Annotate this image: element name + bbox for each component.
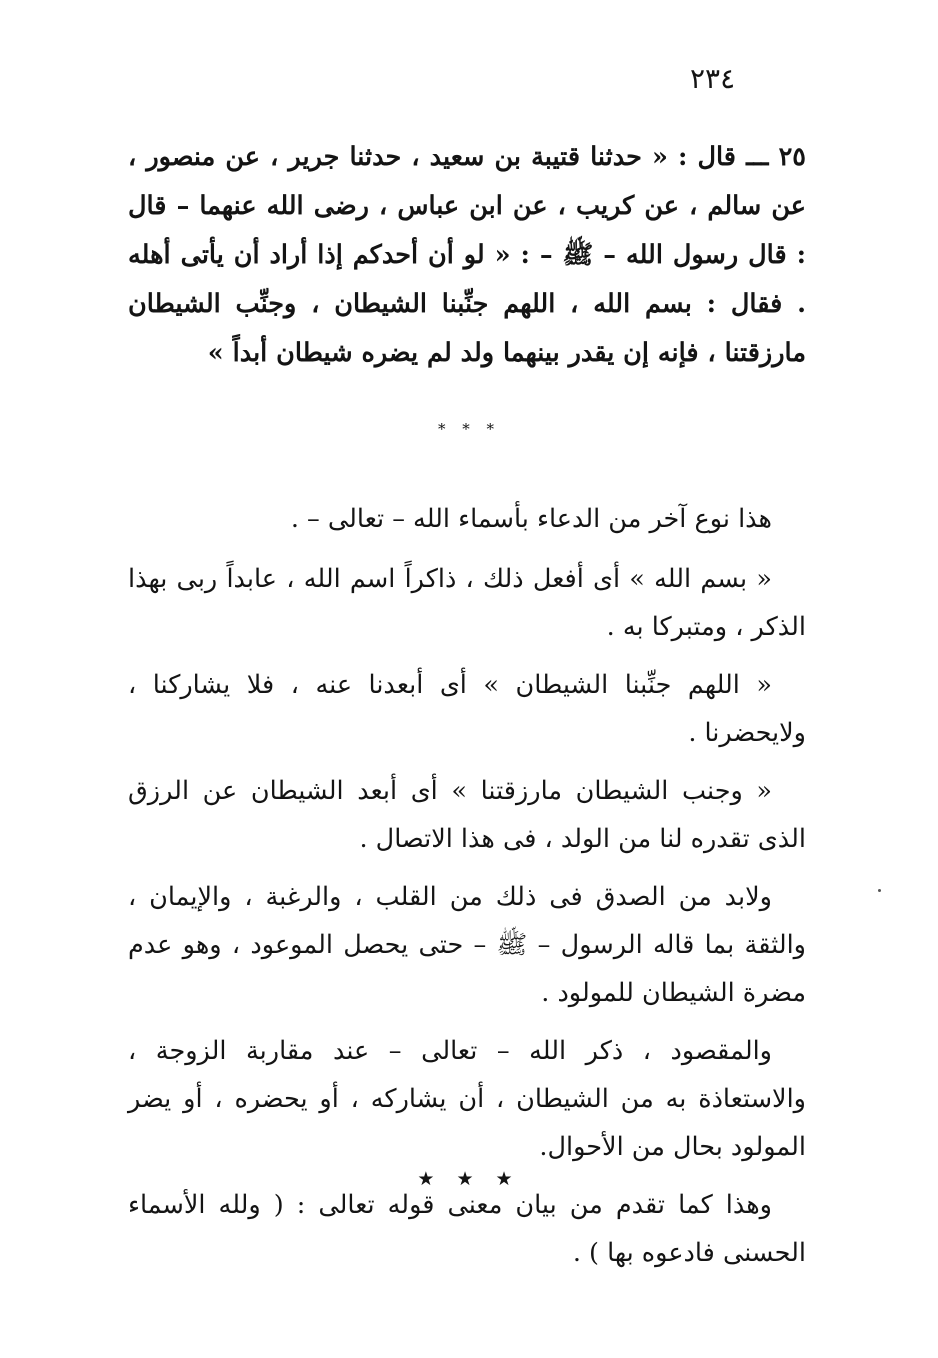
commentary-paragraph: ولابد من الصدق فى ذلك من القلب ، والرغبة ، والإيمان ، والثقة بما قاله الرسول – ﷺ – حتى يحصل الموعود ، وهو عدم مضرة الشيطان للمولود . <box>128 882 806 1008</box>
scan-speck <box>878 889 881 892</box>
commentary-paragraph: « اللهم جنِّبنا الشيطان » أى أبعدنا عنه ، فلا يشاركنا ، ولايحضرنا . <box>128 670 806 748</box>
commentary-paragraph: والمقصود ، ذكر الله – تعالى – عند مقاربة الزوجة ، والاستعاذة به من الشيطان ، أن يشاركه ، أو يحضره ، أو يضر المولود بحال من الأحوال. <box>128 1036 806 1162</box>
hadith-number: ٢٥ <box>778 142 806 172</box>
end-separator: ★ ★ ★ <box>417 1168 521 1190</box>
commentary-paragraph: « وجنب الشيطان مارزقتنا » أى أبعد الشيطان عن الرزق الذى تقدره لنا من الولد ، فى هذا الاتصال . <box>128 776 806 854</box>
hadith-paragraph <box>128 133 806 378</box>
commentary-intro: هذا نوع آخر من الدعاء بأسماء الله – تعالى – . <box>290 504 772 534</box>
section-separator: * * * <box>437 420 501 438</box>
page-number: ٢٣٤ <box>690 62 736 95</box>
commentary-paragraph: « بسم الله » أى أفعل ذلك ، ذاكراً اسم الله ، عابداً ربى بهذا الذكر ، ومتبركا به . <box>128 564 806 642</box>
commentary-paragraph: وهذا كما تقدم من بيان معنى قوله تعالى : ( ولله الأسماء الحسنى فادعوه بها ) . <box>128 1190 806 1268</box>
hadith-text: ـــ قال : « حدثنا قتيبة بن سعيد ، حدثنا جرير ، عن منصور ، عن سالم ، عن كريب ، عن ابن عباس ، رضى الله عنهما – قال : قال رسول الله – ﷺ – : « لو أن أحدكم إذا أراد أن يأتى أهله . فقال : بسم الله ، اللهم جنِّبنا الشيطان ، وجنِّب الشيطان مارزقتنا ، فإنه إن يقدر بينهما ولد لم يضره شيطان أبداً » <box>128 142 806 368</box>
